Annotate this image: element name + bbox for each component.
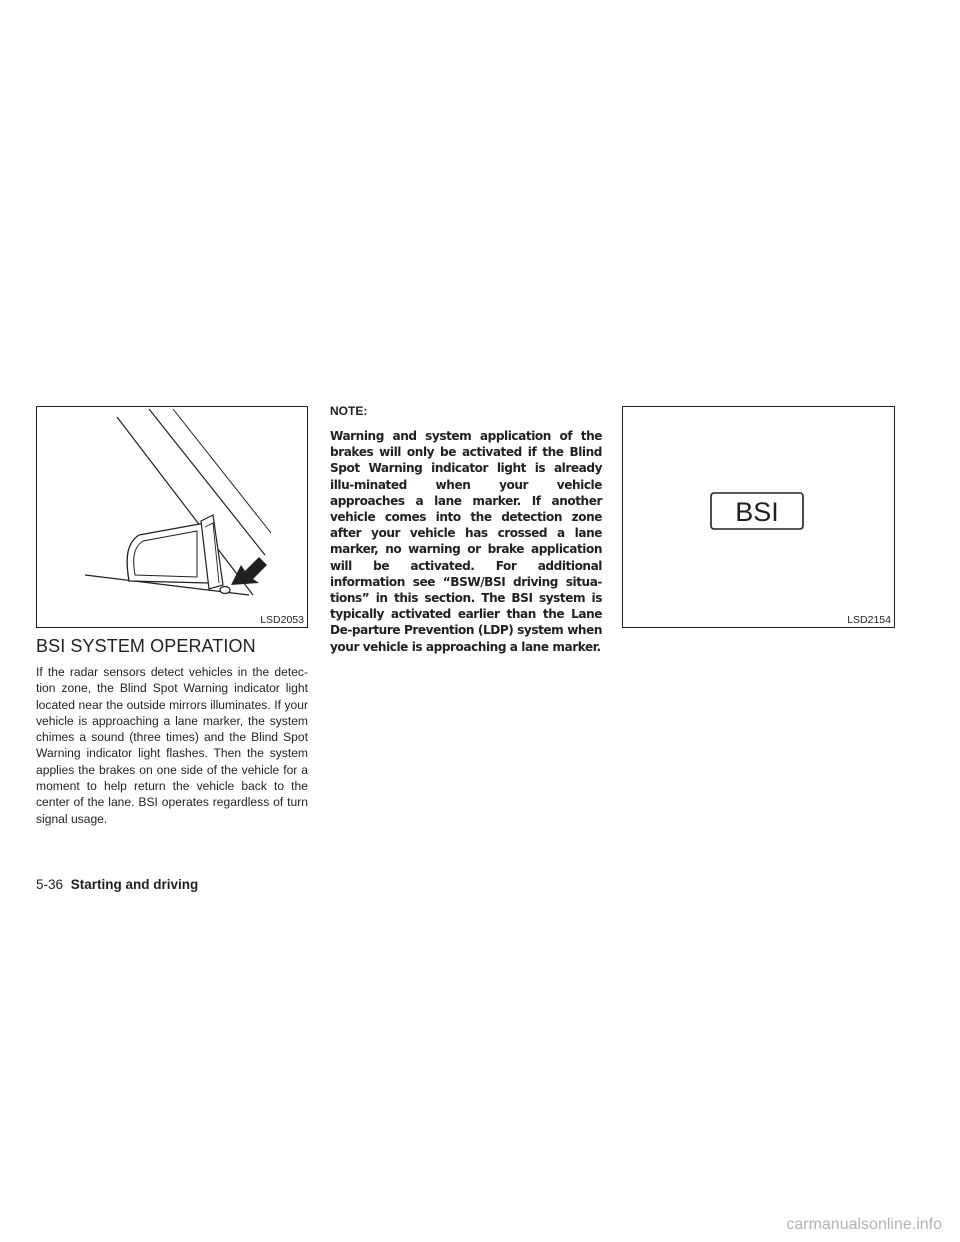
- page-number: 5-36: [36, 877, 64, 892]
- note-body: Warning and system application of the brakes will only be activated if the Blind Spot Warning indicator light is already illu-minated when your vehicle approaches a lane marker. If another vehicle comes into the detection zone after your vehicle has crossed a lane marker, no warning or brake application will be activated. For additional information see “BSW/BSI driving situa-tions” in this section. The BSI system is typically activated earlier than the Lane De-parture Prevention (LDP) system when your vehicle is approaching a lane marker.: [330, 429, 602, 654]
- bsi-indicator-figure: [622, 406, 895, 628]
- bsi-indicator-text: BSI: [735, 497, 779, 527]
- section-body: If the radar sensors detect vehicles in the detec-tion zone, the Blind Spot Warning indicator light located near the outside mirrors illuminates. If your vehicle is approaching a lane marker, the system chimes a sound (three times) and the Blind Spot Warning indicator light flashes. Then the system applies the brakes on one side of the vehicle for a moment to help return the vehicle back to the center of the lane. BSI operates regardless of turn signal usage.: [36, 665, 308, 826]
- section-heading: BSI SYSTEM OPERATION: [36, 636, 256, 656]
- bsi-indicator-icon: [623, 407, 894, 627]
- page-footer: [36, 877, 198, 892]
- watermark: carmanualsonline.info: [786, 1216, 942, 1233]
- figure-label: LSD2154: [847, 614, 891, 626]
- mirror-figure: [36, 406, 308, 628]
- side-mirror-icon: [37, 407, 307, 627]
- note-heading: NOTE:: [330, 404, 368, 418]
- figure-label: LSD2053: [260, 614, 304, 626]
- chapter-title: Starting and driving: [70, 877, 199, 892]
